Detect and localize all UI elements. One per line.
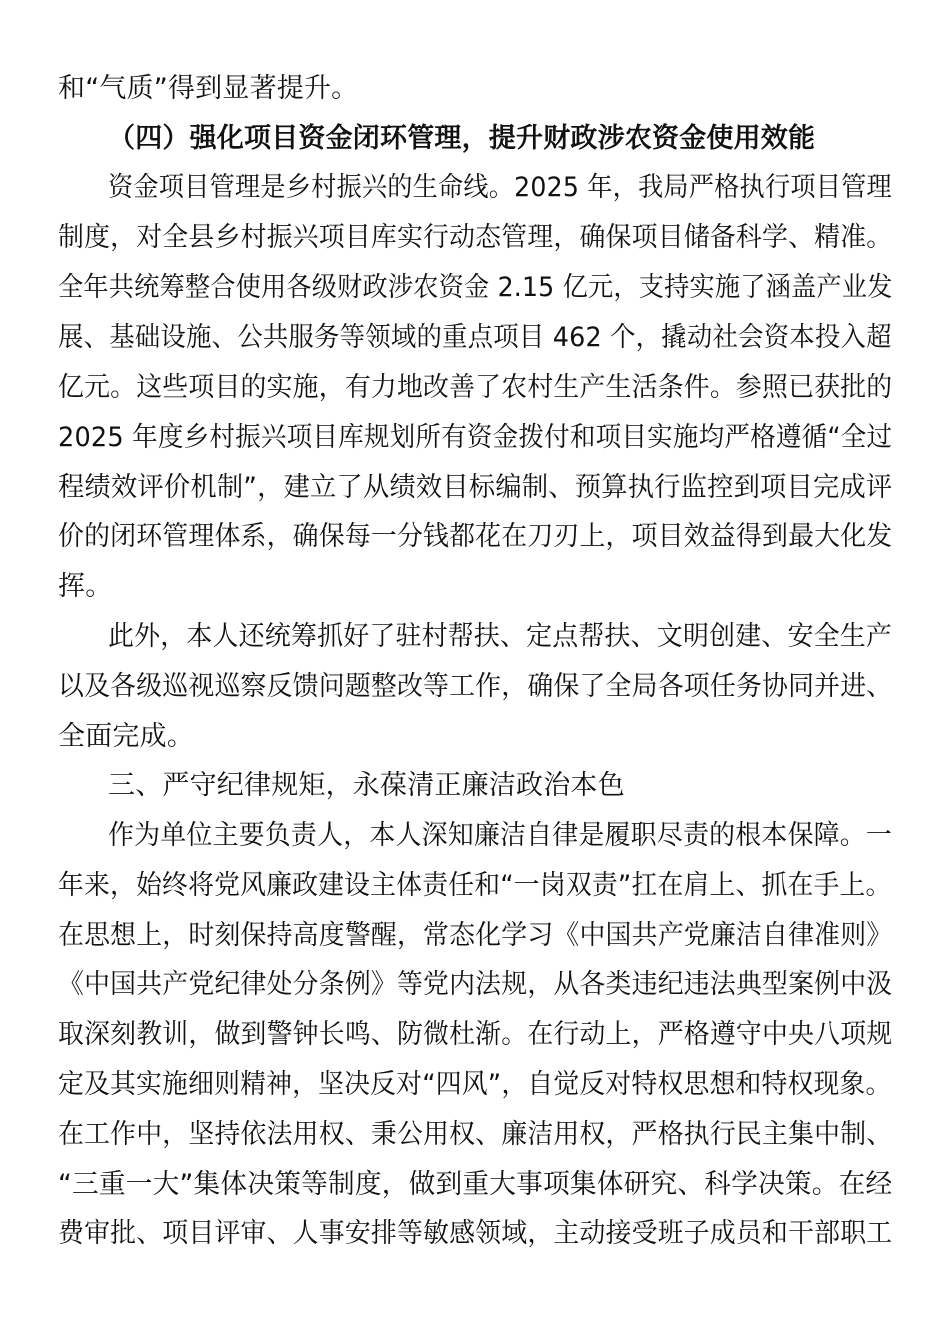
text-line: 全面完成。 [58,721,194,752]
text-line: 在思想上，时刻保持高度警醒，常态化学习《中国共产党廉洁自律准则》 [58,920,893,951]
text-line: 取深刻教训，做到警钟长鸣、防微杜渐。在行动上，严格遵守中央八项规 [58,1019,893,1050]
text-line: 以及各级巡视巡察反馈问题整改等工作，确保了全局各项任务协同并进、 [58,671,893,702]
paragraph-line: 作为单位主要负责人，本人深知廉洁自律是履职尽责的根本保障。一 [108,820,893,851]
text-line: 2025 年度乡村振兴项目库规划所有资金拨付和项目实施均严格遵循“全过 [58,422,893,453]
text-line: 费审批、项目评审、人事安排等敏感领域，主动接受班子成员和干部职工 [58,1218,893,1249]
text-line: 亿元。这些项目的实施，有力地改善了农村生产生活条件。参照已获批的 [58,372,893,403]
text-line: 程绩效评价机制”，建立了从绩效目标编制、预算执行监控到项目完成评 [58,472,893,503]
text-line: 全年共统筹整合使用各级财政涉农资金 2.15 亿元，支持实施了涵盖产业发 [58,272,893,303]
text-line: 定及其实施细则精神，坚决反对“四风”，自觉反对特权思想和特权现象。 [58,1069,892,1100]
section-heading: （四）强化项目资金闭环管理，提升财政涉农资金使用效能 [108,123,816,154]
text-line: “三重一大”集体决策等制度，做到重大事项集体研究、科学决策。在经 [58,1169,893,1200]
paragraph-line: 此外，本人还统筹抓好了驻村帮扶、定点帮扶、文明创建、安全生产 [108,621,893,652]
text-line: 年来，始终将党风廉政建设主体责任和“一岗双责”扛在肩上、抓在手上。 [58,870,892,901]
text-line: 展、基础设施、公共服务等领域的重点项目 462 个，撬动社会资本投入超 [58,322,892,353]
text-line: 和“气质”得到显著提升。 [58,73,359,104]
section-heading: 三、严守纪律规矩，永葆清正廉洁政治本色 [108,770,625,801]
paragraph-line: 资金项目管理是乡村振兴的生命线。2025 年，我局严格执行项目管理 [108,172,892,203]
text-line: 在工作中，坚持依法用权、秉公用权、廉洁用权，严格执行民主集中制、 [58,1119,893,1150]
text-line: 制度，对全县乡村振兴项目库实行动态管理，确保项目储备科学、精准。 [58,222,893,253]
text-line: 挥。 [58,571,113,602]
text-line: 价的闭环管理体系，确保每一分钱都花在刀刃上，项目效益得到最大化发 [58,521,893,552]
text-line: 《中国共产党纪律处分条例》等党内法规，从各类违纪违法典型案例中汲 [58,969,893,1000]
